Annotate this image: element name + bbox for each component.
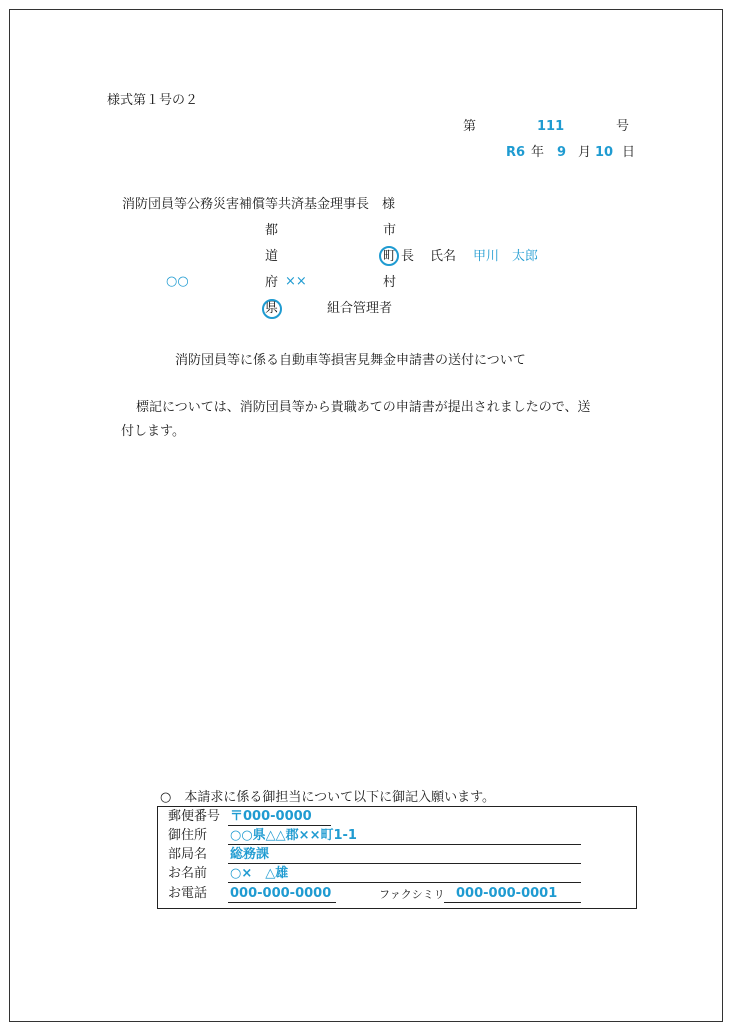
pref-char-to: 都 [265, 223, 279, 238]
form-label: 様式第１号の２ [107, 93, 199, 108]
contact-name-underline [228, 882, 581, 883]
fax-label: ファクシミリ [379, 888, 445, 901]
date-day-unit: 日 [622, 145, 636, 160]
title-suffix: 長 [401, 249, 415, 264]
doc-number-value: 111 [537, 119, 565, 134]
address-label: 御住所 [168, 828, 208, 843]
selected-circle-ken [262, 299, 282, 319]
person-name: 甲川 太郎 [473, 249, 539, 264]
postal-value: 〒000-0000 [230, 809, 312, 824]
pref-name: ○○ [166, 274, 189, 289]
postal-underline [228, 825, 331, 826]
city-char-cho: 町 [383, 249, 397, 264]
date-month: 9 [557, 145, 567, 160]
date-month-unit: 月 [578, 145, 592, 160]
union-label: 組合管理者 [327, 301, 393, 316]
city-char-shi: 市 [383, 223, 397, 238]
addressee: 消防団員等公務災害補償等共済基金理事長 様 [122, 197, 396, 212]
date-era: R6 [506, 145, 526, 160]
phone-underline [228, 902, 336, 903]
dept-underline [228, 863, 581, 864]
contact-name-label: お名前 [168, 866, 208, 881]
city-name: ×× [285, 274, 307, 289]
fax-underline [444, 902, 581, 903]
address-underline [228, 844, 581, 845]
dept-value: 総務課 [230, 847, 270, 862]
subject: 消防団員等に係る自動車等損害見舞金申請書の送付について [175, 353, 526, 368]
contact-name-value: ○× △雄 [230, 866, 289, 881]
city-char-son: 村 [383, 275, 397, 290]
contact-intro: ○ 本請求に係る御担当について以下に御記入願います。 [160, 790, 496, 805]
selected-circle-cho [379, 246, 399, 266]
doc-number-suffix: 号 [616, 119, 630, 134]
pref-char-do: 道 [265, 249, 279, 264]
doc-number-prefix: 第 [463, 119, 477, 134]
body-line-1: 標記については、消防団員等から貴職あての申請書が提出されましたので、送 [136, 400, 591, 415]
pref-char-fu: 府 [265, 275, 279, 290]
body-line-2: 付します。 [121, 424, 185, 439]
date-day: 10 [595, 145, 614, 160]
phone-value: 000-000-0000 [230, 886, 332, 901]
dept-label: 部局名 [168, 847, 208, 862]
address-value: ○○県△△郡××町1-1 [230, 828, 357, 843]
pref-char-ken: 県 [265, 301, 279, 316]
date-year-unit: 年 [531, 145, 545, 160]
fax-value: 000-000-0001 [456, 886, 558, 901]
name-label: 氏名 [430, 249, 457, 264]
postal-label: 郵便番号 [168, 809, 221, 824]
phone-label: お電話 [168, 886, 208, 901]
